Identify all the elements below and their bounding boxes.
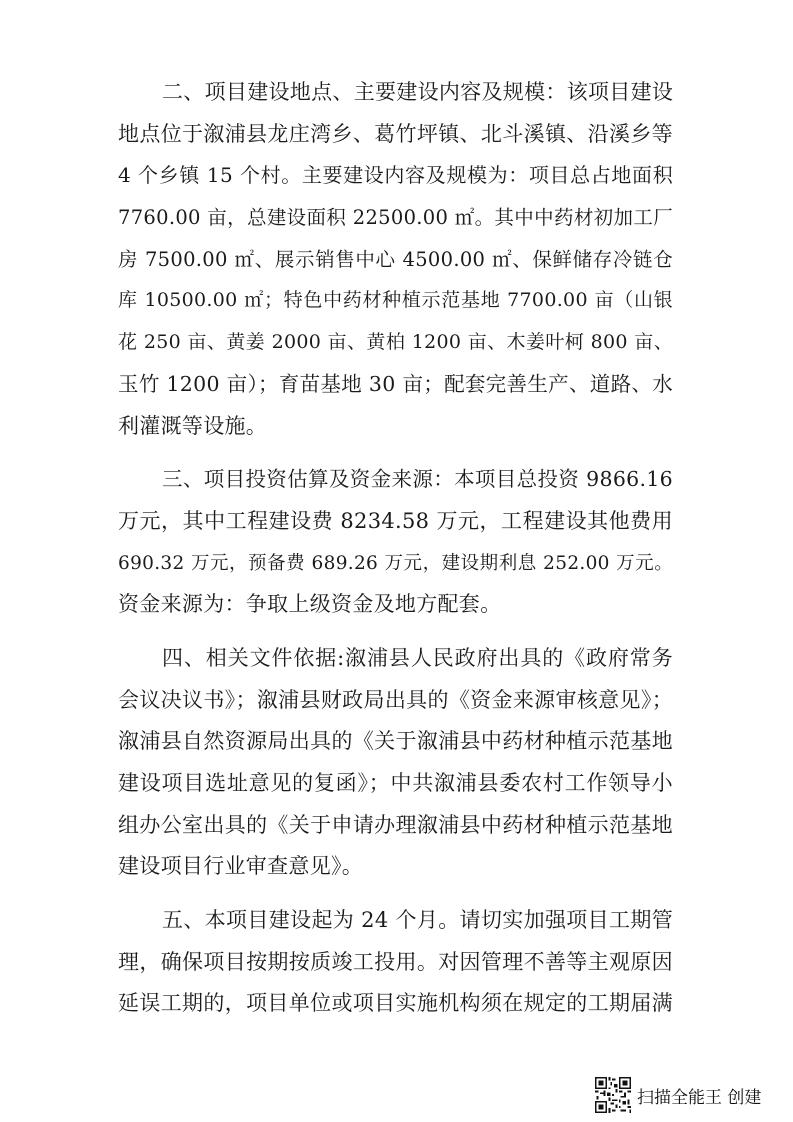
qr-code-icon [595,1077,631,1113]
text-line: 7760.00 亩，总建设面积 22500.00 ㎡。其中中药材初加工厂 [118,206,673,230]
text-line: 万元，其中工程建设费 8234.58 万元，工程建设其他费用 [118,508,673,533]
scanner-watermark [595,1075,761,1115]
text-line: 地点位于溆浦县龙庄湾乡、葛竹坪镇、北斗溪镇、沿溪乡等 [118,121,673,146]
text-line: 690.32 万元，预备费 689.26 万元，建设期利息 252.00 万元。 [118,552,673,574]
paragraph-investment [118,459,673,626]
text-line: 三、项目投资估算及资金来源：本项目总投资 9866.16 [162,467,673,492]
document-body [118,72,673,1025]
text-line: 利灌溉等设施。 [118,413,268,438]
text-line: 4 个乡镇 15 个村。主要建设内容及规模为：项目总占地面积 [118,163,673,188]
text-line: 花 250 亩、黄姜 2000 亩、黄柏 1200 亩、木姜叶柯 800 亩、 [118,331,673,354]
text-line: 组办公室出具的《关于申请办理溆浦县中药材种植示范基地 [118,812,673,837]
text-line: 建设项目选址意见的复函》；中共溆浦县委农村工作领导小 [118,771,673,795]
text-line: 玉竹 1200 亩）；育苗基地 30 亩；配套完善生产、道路、水 [118,371,673,396]
paragraph-location-scale [118,72,673,447]
text-line: 五、本项目建设起为 24 个月。请切实加强项目工期管 [162,908,673,933]
text-line: 理，确保项目按期按质竣工投用。对因管理不善等主观原因 [118,949,673,974]
paragraph-schedule [118,900,673,1025]
text-line: 资金来源为：争取上级资金及地方配套。 [118,592,502,617]
watermark-label: 扫描全能王 创建 [637,1087,762,1108]
paragraph-gap [118,888,673,900]
text-line: 延误工期的，项目单位或项目实施机构须在规定的工期届满 [118,991,673,1016]
text-line: 会议决议书》；溆浦县财政局出具的《资金来源审核意见》； [118,687,673,712]
text-line: 房 7500.00 ㎡、展示销售中心 4500.00 ㎡、保鲜储存冷链仓 [118,247,673,271]
paragraph-documents [118,638,673,888]
text-line: 四、相关文件依据:溆浦县人民政府出具的《政府常务 [162,645,673,670]
paragraph-gap [118,626,673,638]
text-line: 溆浦县自然资源局出具的《关于溆浦县中药材种植示范基地 [118,729,673,754]
text-line: 建设项目行业审查意见》。 [118,854,364,879]
text-line: 库 10500.00 ㎡；特色中药材种植示范基地 7700.00 亩（山银 [118,289,673,312]
text-line: 二、项目建设地点、主要建设内容及规模：该项目建设 [162,80,674,104]
paragraph-gap [118,447,673,459]
